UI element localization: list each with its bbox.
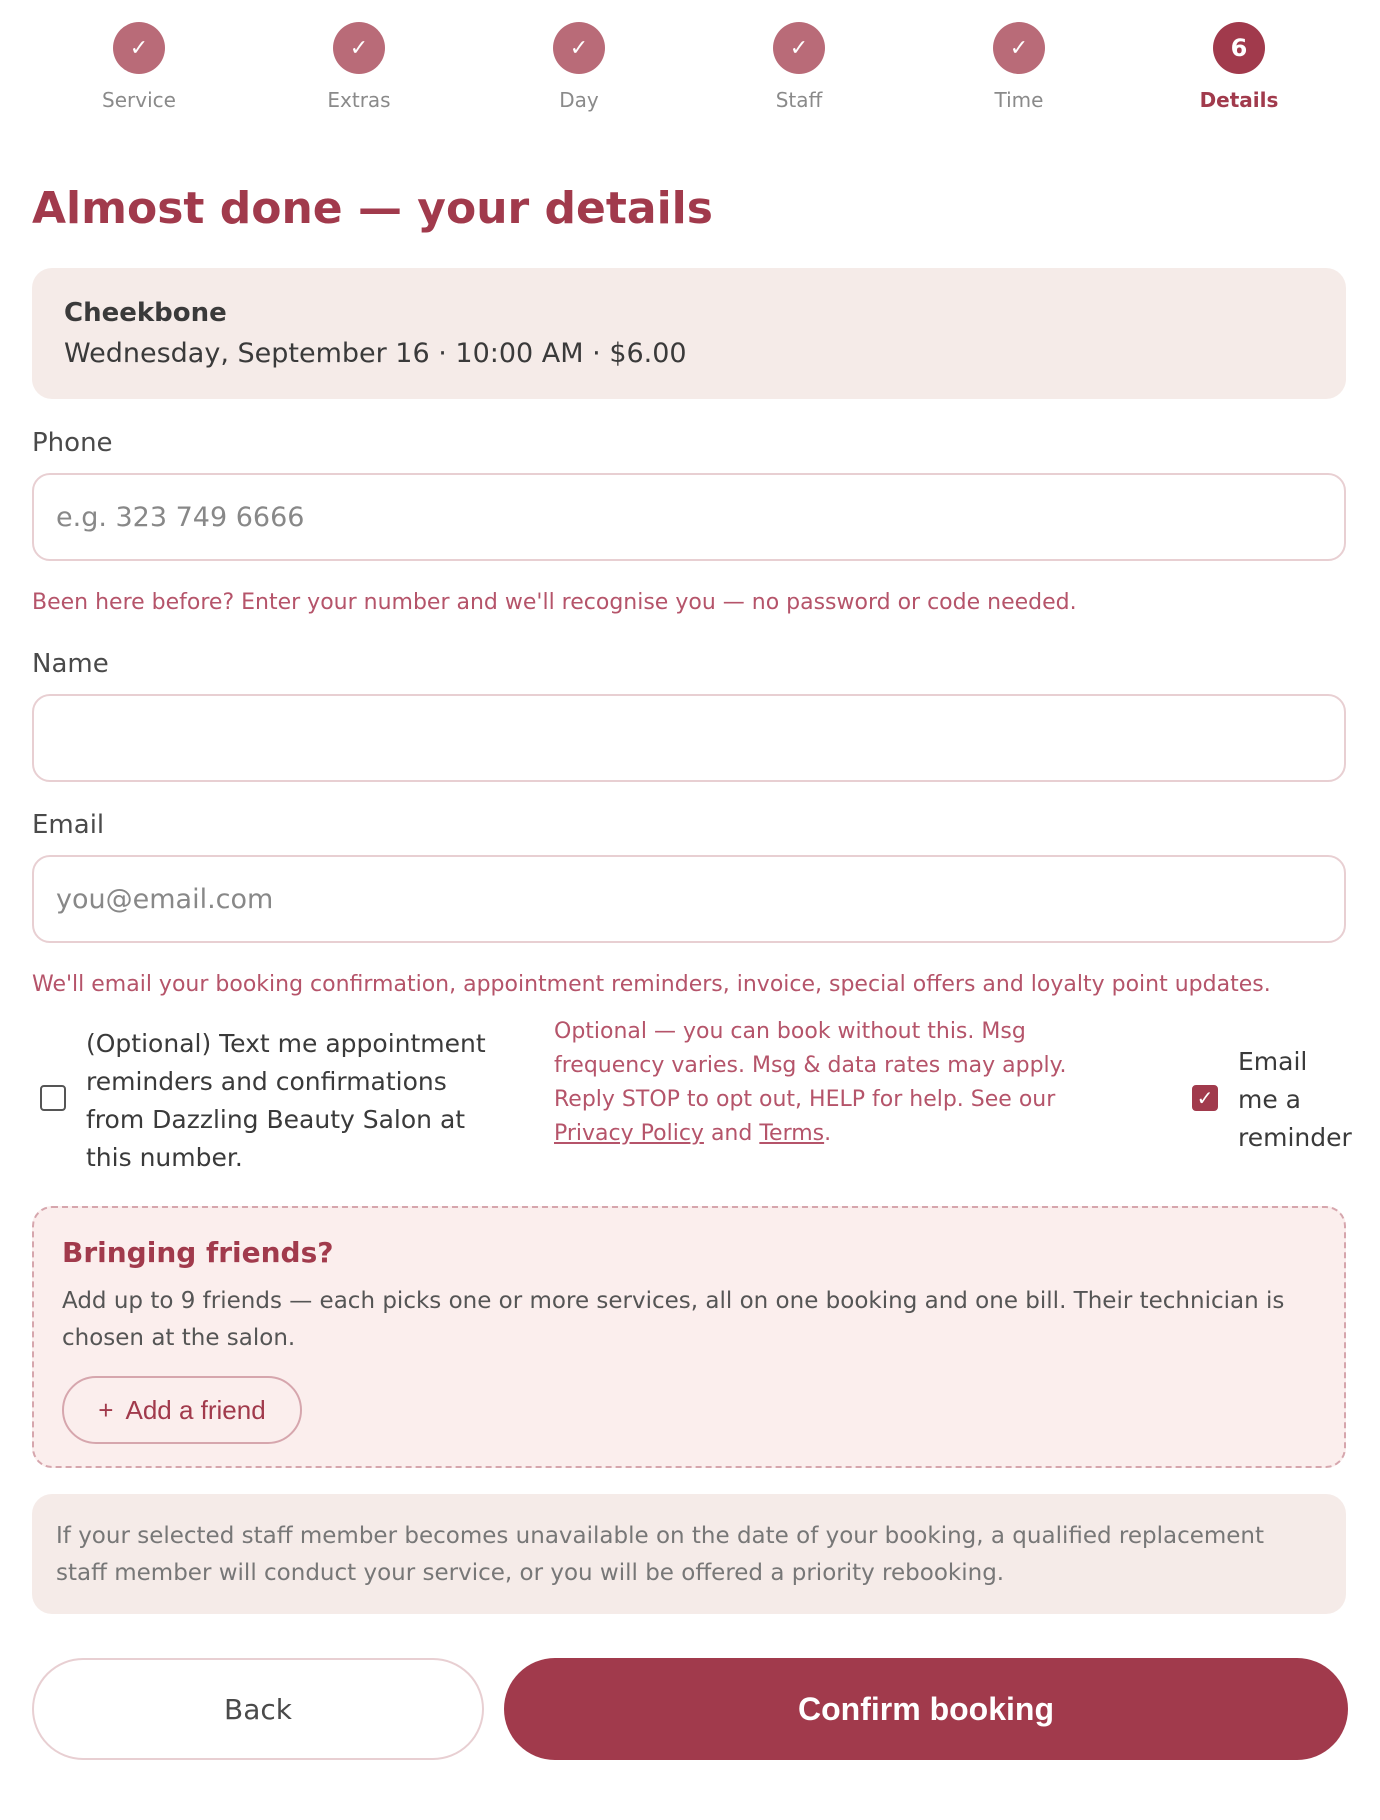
back-button[interactable]: Back: [32, 1658, 484, 1760]
email-hint: We'll email your booking confirmation, appointment reminders, invoice, special offers and loyalty point updates.: [32, 972, 1271, 997]
step-extras[interactable]: [279, 22, 439, 112]
step-label: Details: [1199, 88, 1279, 112]
step-service[interactable]: [59, 22, 219, 112]
summary-datetime-price: Wednesday, September 16 · 10:00 AM · $6.00: [64, 338, 687, 369]
consent-row: [32, 1015, 1352, 1180]
step-label: Service: [102, 88, 176, 112]
step-time[interactable]: [939, 22, 1099, 112]
add-friend-label: Add a friend: [125, 1394, 266, 1425]
email-label: Email: [32, 810, 105, 840]
check-icon: ✓: [333, 22, 385, 74]
staff-replacement-notice: If your selected staff member becomes unavailable on the date of your booking, a qualified replacement staff member will conduct your service, or you will be offered a priority rebooking.: [32, 1494, 1346, 1614]
step-day[interactable]: [499, 22, 659, 112]
sms-consent-checkbox[interactable]: [40, 1085, 66, 1111]
checkmark-icon: ✓: [1196, 1086, 1214, 1110]
check-icon: ✓: [993, 22, 1045, 74]
friends-title: Bringing friends?: [62, 1236, 334, 1269]
step-details: [1159, 22, 1319, 112]
confirm-booking-button[interactable]: Confirm booking: [504, 1658, 1348, 1760]
name-label: Name: [32, 649, 109, 679]
bringing-friends-panel: [32, 1206, 1346, 1468]
and-text: and: [710, 1121, 753, 1146]
email-reminder-checkbox[interactable]: [1192, 1085, 1218, 1111]
sms-consent-label: (Optional) Text me appointment reminders and confirmations from Dazzling Beauty Salon at this number.: [86, 1029, 486, 1172]
page-title: Almost done — your details: [32, 183, 713, 234]
step-label: Extras: [327, 88, 391, 112]
phone-input[interactable]: [32, 473, 1346, 561]
progress-stepper: [0, 22, 1380, 122]
step-staff[interactable]: [719, 22, 879, 112]
phone-label: Phone: [32, 428, 113, 458]
plus-icon: +: [98, 1394, 114, 1425]
step-label: Time: [994, 88, 1044, 112]
terms-link[interactable]: Terms: [759, 1121, 825, 1146]
privacy-policy-link[interactable]: Privacy Policy: [554, 1121, 704, 1146]
phone-hint: Been here before? Enter your number and we'll recognise you — no password or code needed.: [32, 590, 1077, 615]
check-icon: ✓: [553, 22, 605, 74]
add-friend-button[interactable]: [62, 1376, 302, 1444]
sms-fine-text: Optional — you can book without this. Msg frequency varies. Msg & data rates may apply. Reply STOP to opt out, HELP for help. See our: [554, 1019, 1067, 1112]
name-input[interactable]: [32, 694, 1346, 782]
friends-description: Add up to 9 friends — each picks one or more services, all on one booking and one bill. Their technician is chosen at the salon.: [62, 1288, 1285, 1351]
email-input[interactable]: [32, 855, 1346, 943]
sms-fine-print: [554, 1015, 1134, 1151]
step-label: Day: [559, 88, 599, 112]
booking-summary: [32, 268, 1346, 399]
check-icon: ✓: [773, 22, 825, 74]
step-label: Staff: [775, 88, 823, 112]
email-reminder-label: Email me a reminder: [1238, 1047, 1352, 1152]
check-icon: ✓: [113, 22, 165, 74]
period-text: .: [824, 1121, 832, 1146]
step-number: 6: [1213, 22, 1265, 74]
summary-service: Cheekbone: [64, 298, 227, 328]
